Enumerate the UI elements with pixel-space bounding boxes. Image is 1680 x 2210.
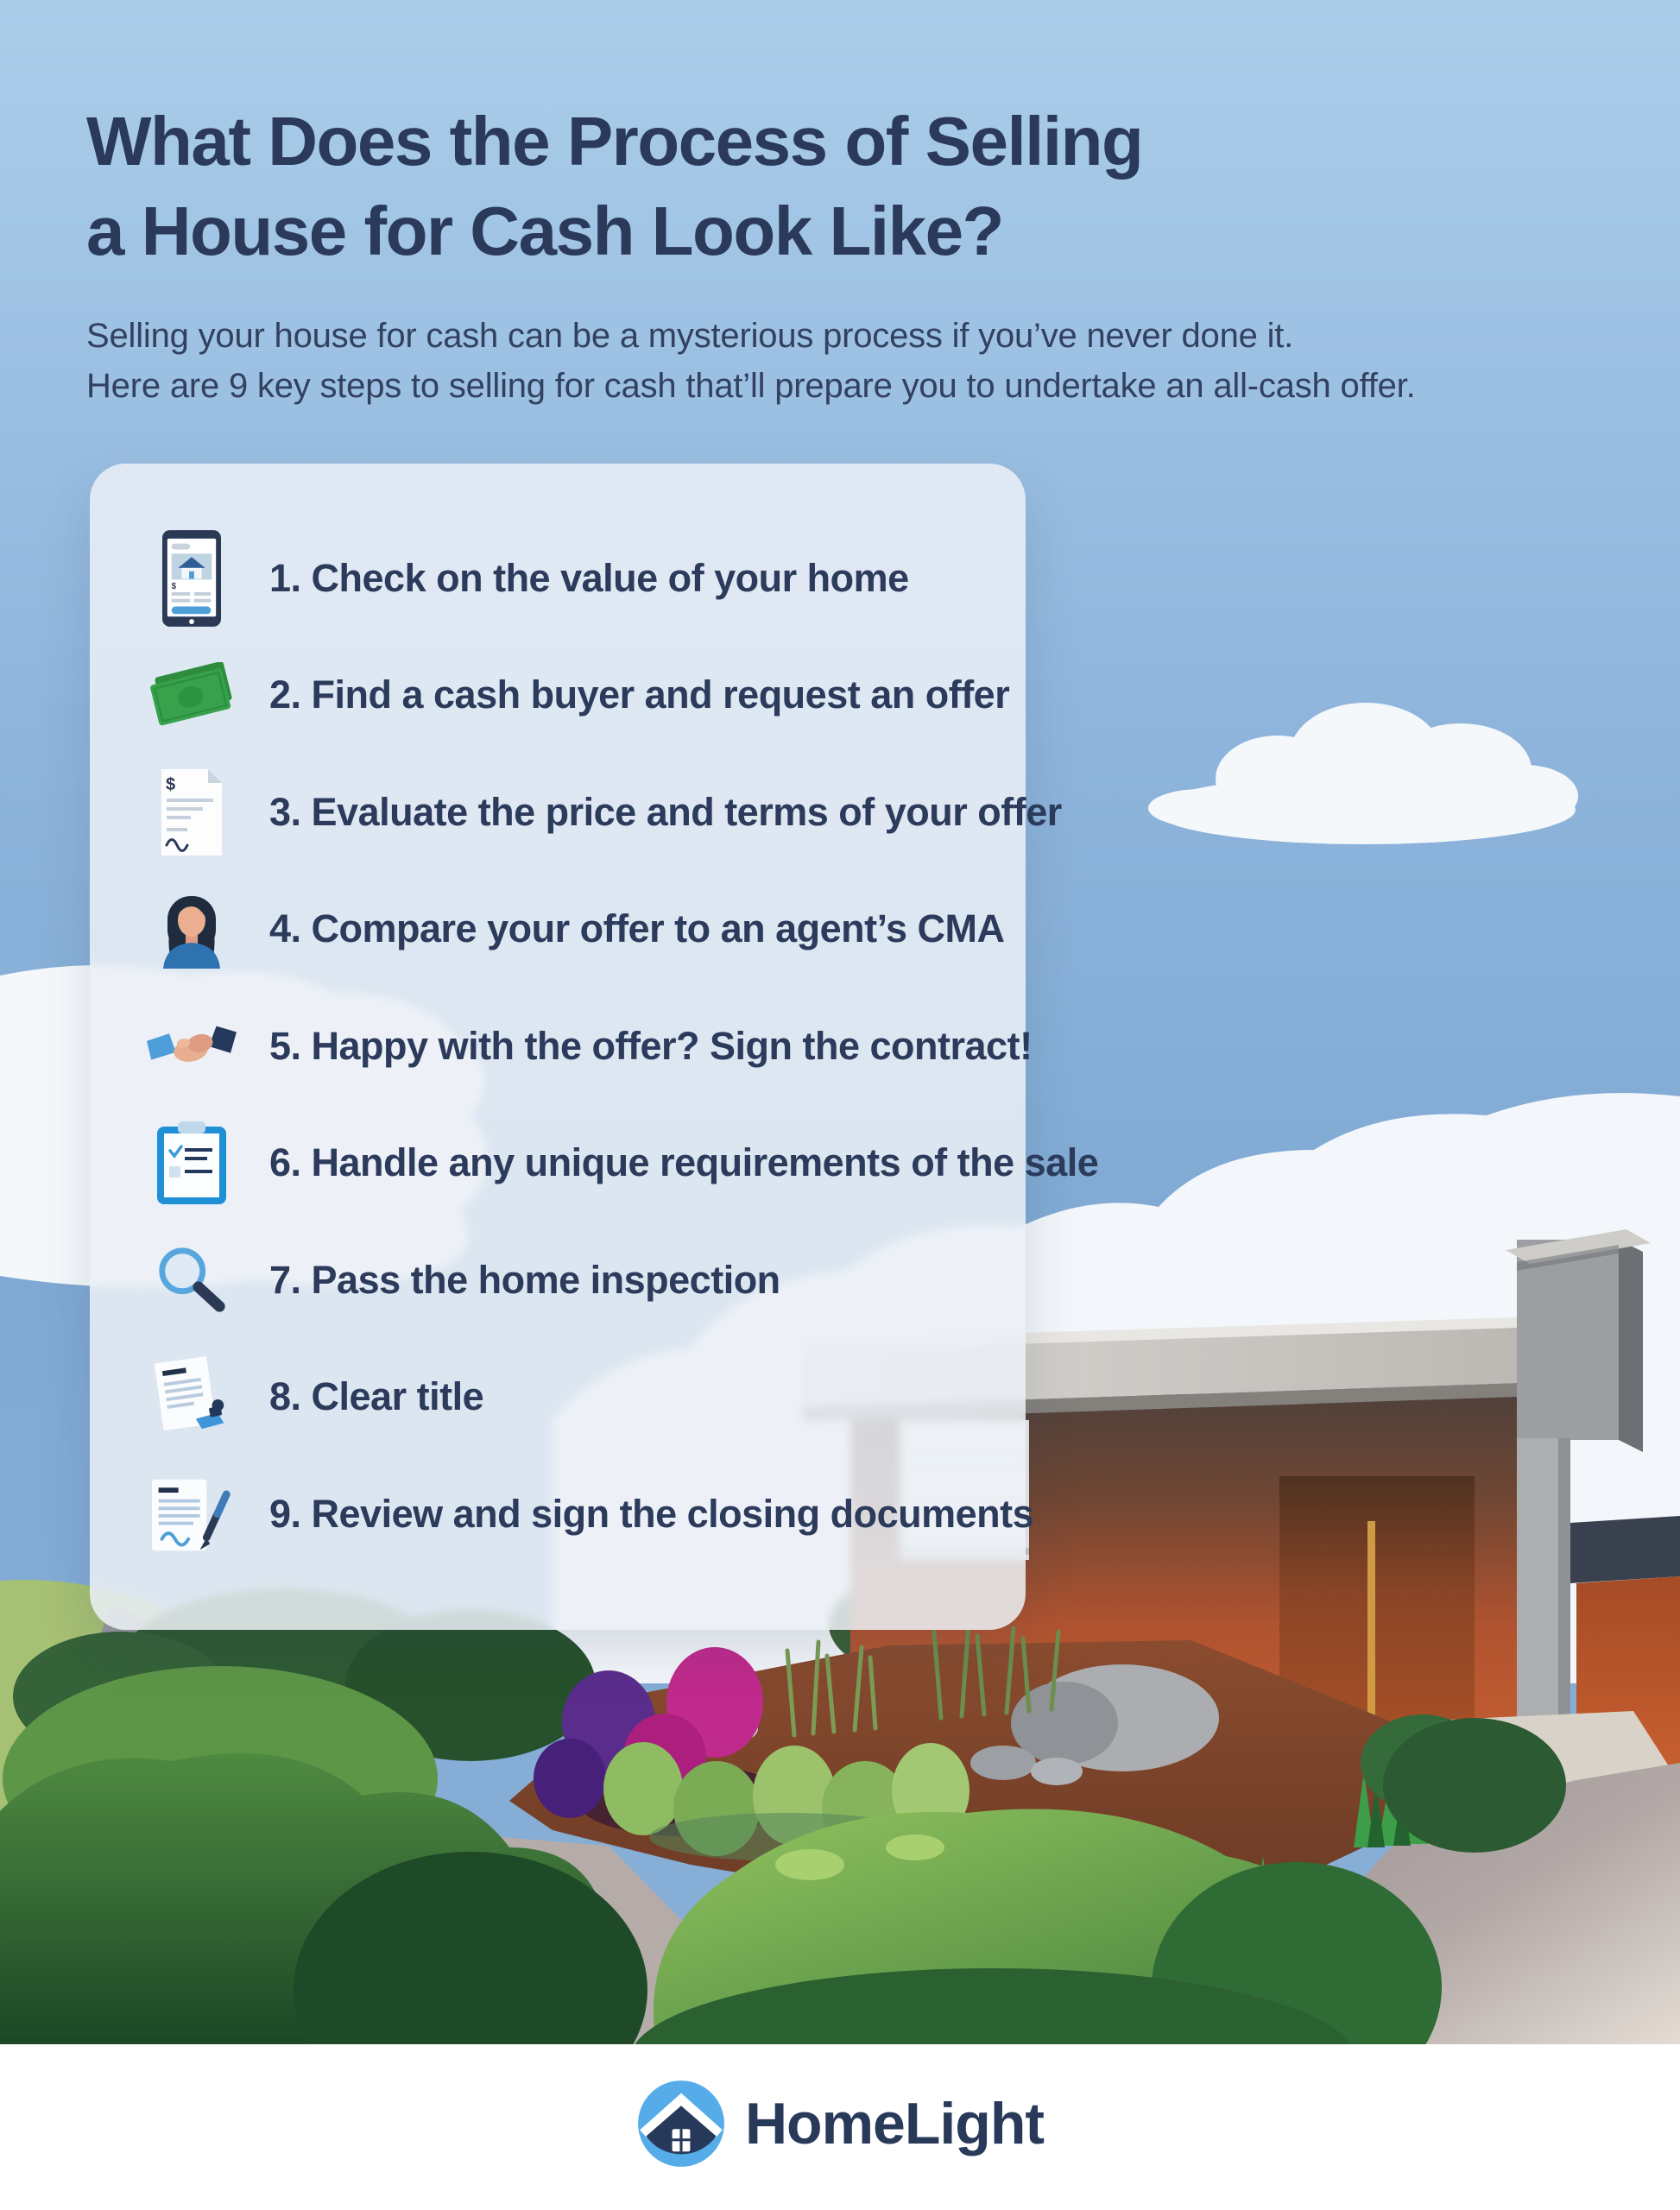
step-label: 5. Happy with the offer? Sign the contract!	[269, 1023, 1033, 1068]
step-label: 3. Evaluate the price and terms of your offer	[269, 789, 1062, 834]
page-subtitle	[86, 311, 1606, 411]
list-item	[147, 637, 1010, 755]
step-label: 7. Pass the home inspection	[269, 1257, 780, 1302]
svg-text:$: $	[171, 581, 177, 591]
cash-bill-icon	[147, 662, 237, 728]
agent-avatar-icon	[147, 889, 237, 969]
price-document-icon	[147, 769, 237, 856]
step-label: 6. Handle any unique requirements of the sale	[269, 1140, 1099, 1185]
page-title	[86, 97, 1606, 276]
list-item	[147, 1455, 1034, 1573]
subtitle-line-1: Selling your house for cash can be a mysterious process if you’ve never done it.	[86, 317, 1294, 355]
title-line-1: What Does the Process of Selling	[86, 103, 1143, 180]
step-label: 4. Compare your offer to an agent’s CMA	[269, 906, 1005, 951]
list-item	[147, 988, 1033, 1105]
magnifying-glass-icon	[147, 1242, 237, 1318]
stamp-document-icon	[147, 1354, 237, 1439]
checklist-clipboard-icon	[147, 1120, 237, 1206]
title-line-2: a House for Cash Look Like?	[86, 193, 1003, 269]
brand-wordmark: HomeLight	[744, 2091, 1045, 2156]
tower	[1506, 1229, 1651, 1452]
step-label: 2. Find a cash buyer and request an offer	[269, 672, 1010, 717]
sign-document-icon	[147, 1473, 237, 1556]
step-label: 1. Check on the value of your home	[269, 555, 909, 600]
phone-home-listing-icon	[147, 530, 237, 627]
list-item	[147, 520, 1000, 637]
svg-text:$: $	[166, 774, 176, 794]
list-item	[147, 754, 1062, 871]
list-item	[147, 871, 1005, 988]
list-item	[147, 1222, 1000, 1339]
steps-card	[90, 464, 1099, 1630]
subtitle-line-2: Here are 9 key steps to selling for cash that’ll prepare you to undertake an all-cash offer.	[86, 367, 1416, 405]
footer-logo	[0, 2063, 1680, 2184]
list-item	[147, 1105, 1099, 1222]
list-item	[147, 1339, 1000, 1456]
header	[86, 97, 1606, 411]
homelight-logo-icon	[636, 2079, 726, 2169]
step-label: 8. Clear title	[269, 1374, 484, 1419]
handshake-icon	[147, 1017, 237, 1076]
step-label: 9. Review and sign the closing documents	[269, 1491, 1034, 1536]
